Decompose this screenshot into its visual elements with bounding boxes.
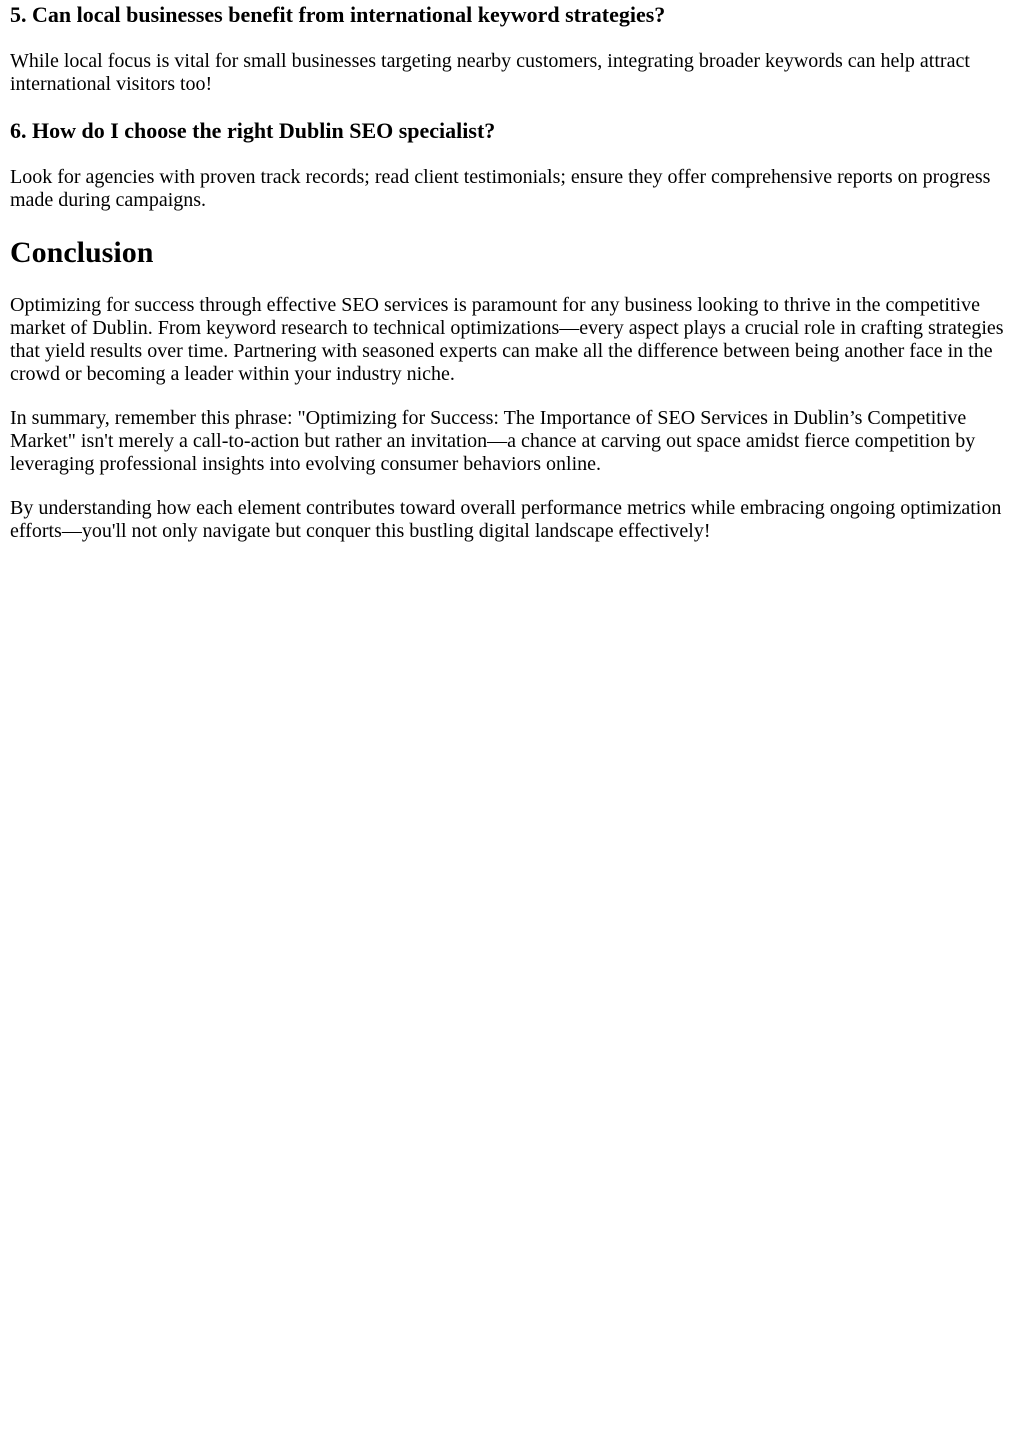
conclusion-paragraph-1: Optimizing for success through effective SEO services is paramount for any business looking to thrive in the competitive market of Dublin. From keyword research to technical optimizations—every aspect plays a crucial role in crafting strategies that yield results over time. Partnering with seasoned experts can make all the difference between being another face in the crowd or becoming a leader within your industry niche. — [10, 294, 1004, 385]
article-body — [0, 2, 1024, 543]
faq-answer-5: While local focus is vital for small businesses targeting nearby customers, integrating broader keywords can help attract international visitors too! — [10, 50, 970, 95]
faq-answer-6: Look for agencies with proven track records; read client testimonials; ensure they offer comprehensive reports on progress made during campaigns. — [10, 166, 991, 211]
faq-question-5: 5. Can local businesses benefit from international keyword strategies? — [10, 2, 666, 27]
conclusion-heading: Conclusion — [10, 236, 154, 269]
conclusion-paragraph-3: By understanding how each element contributes toward overall performance metrics while embracing ongoing optimization efforts—you'll not only navigate but conquer this bustling digital landscape effectively! — [10, 497, 1002, 542]
conclusion-paragraph-2: In summary, remember this phrase: "Optimizing for Success: The Importance of SEO Services in Dublin’s Competitive Market" isn't merely a call-to-action but rather an invitation—a chance at carving out space amidst fierce competition by leveraging professional insights into evolving consumer behaviors online. — [10, 407, 976, 475]
faq-question-6: 6. How do I choose the right Dublin SEO specialist? — [10, 118, 496, 143]
